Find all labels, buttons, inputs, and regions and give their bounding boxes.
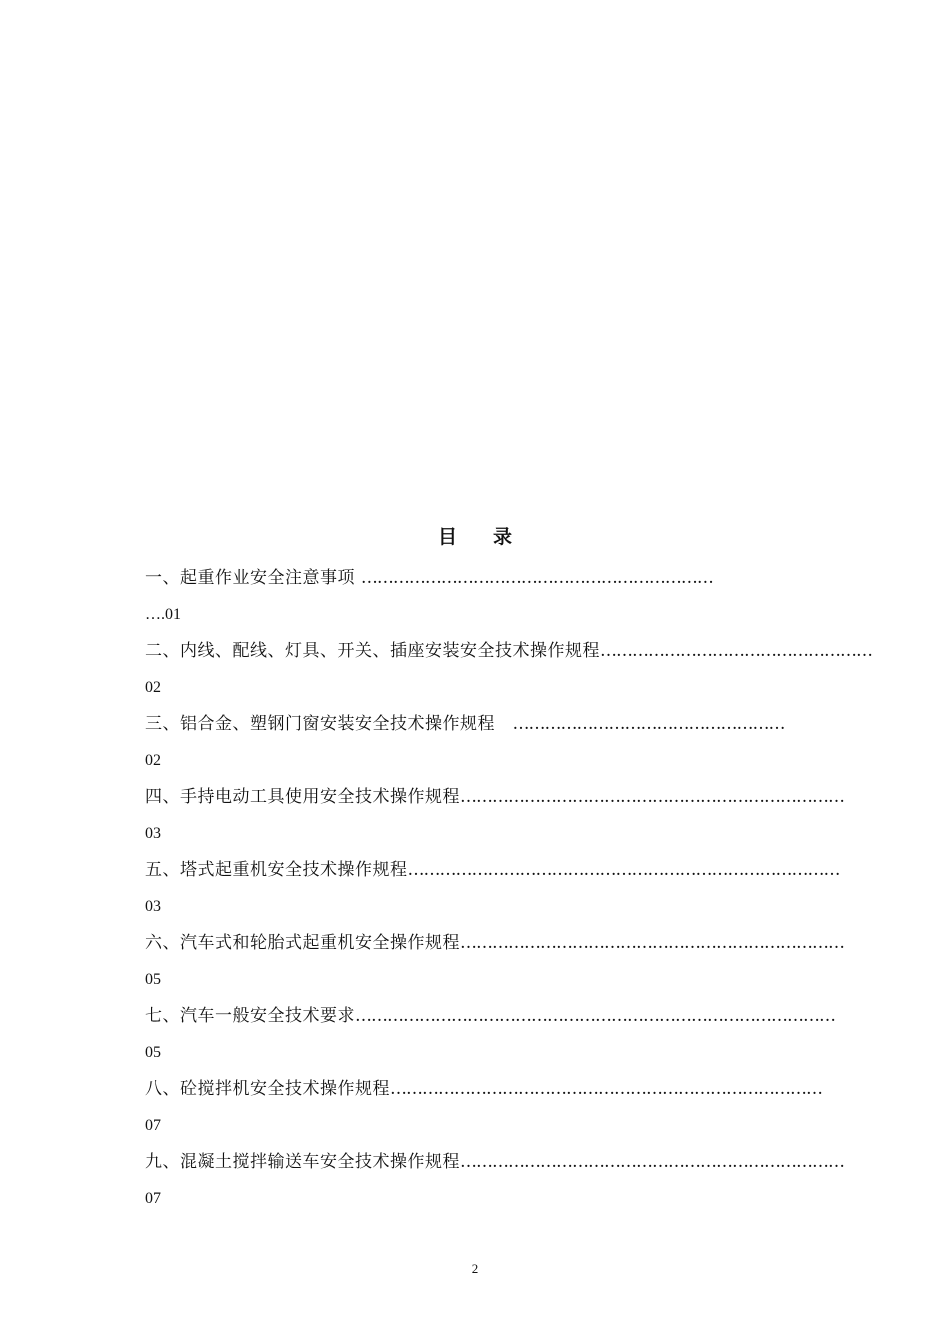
toc-leader-dots: ……………………………………………………………………… bbox=[407, 860, 840, 880]
toc-entry-title: 七、汽车一般安全技术要求 bbox=[145, 1006, 355, 1026]
toc-entry-page: 02 bbox=[145, 679, 161, 696]
toc-entry[interactable] bbox=[145, 706, 805, 779]
toc-entry-title: 八、砼搅拌机安全技术操作规程 bbox=[145, 1079, 390, 1099]
toc-entry-line bbox=[145, 1144, 844, 1180]
toc-entry[interactable] bbox=[145, 1071, 822, 1144]
toc-entry-page: 03 bbox=[145, 825, 161, 842]
toc-heading-part1: 目 bbox=[437, 526, 457, 548]
toc-entry[interactable] bbox=[145, 779, 844, 852]
toc-entry-page: 07 bbox=[145, 1190, 161, 1207]
toc-entry[interactable] bbox=[145, 998, 835, 1071]
toc-entry-line bbox=[145, 925, 844, 961]
toc-entry-page: 05 bbox=[145, 971, 161, 988]
toc-entry[interactable] bbox=[145, 852, 840, 925]
toc-heading-part2: 录 bbox=[493, 526, 513, 548]
toc-entry-line bbox=[145, 560, 805, 596]
toc-entry-title: 六、汽车式和轮胎式起重机安全操作规程 bbox=[145, 933, 460, 953]
toc-entry-title: 一、起重作业安全注意事项 bbox=[145, 568, 361, 588]
toc-entry-title: 二、内线、配线、灯具、开关、插座安装安全技术操作规程 bbox=[145, 641, 600, 661]
toc-entry-line bbox=[145, 852, 840, 888]
toc-leader-dots: ……………………………………………………………… bbox=[460, 933, 844, 953]
toc-entry-line bbox=[145, 779, 844, 815]
toc-leader-dots: …………………………………………… bbox=[512, 714, 785, 734]
toc-entry[interactable] bbox=[145, 925, 844, 998]
toc-entry-title: 三、铝合金、塑钢门窗安装安全技术操作规程 bbox=[145, 714, 513, 734]
toc-leader-dots: ……………………………………………………………………… bbox=[390, 1079, 822, 1099]
toc-leader-dots: …………………………………………… bbox=[600, 641, 872, 661]
toc-entry-line bbox=[145, 633, 872, 669]
toc-entry-page: 05 bbox=[145, 1044, 161, 1061]
toc-entry-page: 02 bbox=[145, 752, 161, 769]
page-number: 2 bbox=[471, 1261, 479, 1276]
toc-entry-page: ….01 bbox=[145, 606, 181, 623]
toc-entry-page: 07 bbox=[145, 1117, 161, 1134]
table-of-contents bbox=[145, 560, 872, 1217]
toc-heading bbox=[0, 522, 950, 549]
toc-entry-page: 03 bbox=[145, 898, 161, 915]
toc-leader-dots: ……………………………………………………………… bbox=[460, 1152, 844, 1172]
toc-entry-title: 四、手持电动工具使用安全技术操作规程 bbox=[145, 787, 460, 807]
toc-entry-title: 五、塔式起重机安全技术操作规程 bbox=[145, 860, 408, 880]
toc-entry-line bbox=[145, 998, 835, 1034]
toc-entry[interactable] bbox=[145, 633, 872, 706]
toc-entry[interactable] bbox=[145, 560, 805, 633]
toc-entry-line bbox=[145, 706, 805, 742]
toc-leader-dots: ……………………………………………………………… bbox=[460, 787, 844, 807]
toc-entry-title: 九、混凝土搅拌输送车安全技术操作规程 bbox=[145, 1152, 460, 1172]
toc-leader-dots: ……………………………………………………………………………… bbox=[355, 1006, 835, 1026]
toc-entry[interactable] bbox=[145, 1144, 844, 1217]
toc-entry-line bbox=[145, 1071, 822, 1107]
toc-leader-dots: ………………………………………………………… bbox=[360, 568, 713, 588]
